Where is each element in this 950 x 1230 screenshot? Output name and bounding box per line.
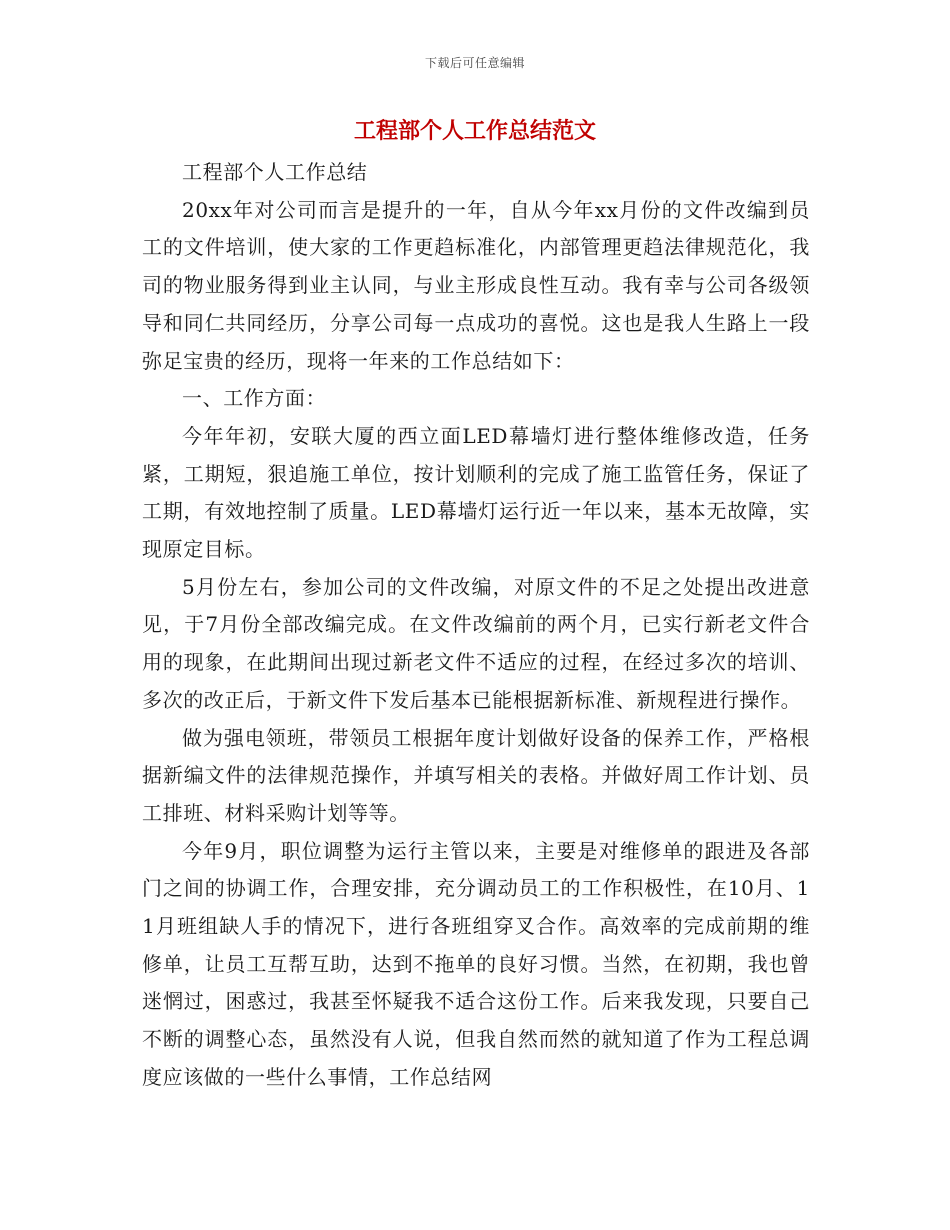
section-heading: 工程部个人工作总结 (182, 160, 368, 184)
paragraph-supervisor: 今年9月，职位调整为运行主管以来，主要是对维修单的跟进及各部门之间的协调工作，合理安排，充分调动员工的工作积极性，在10月、11月班组缺人手的情况下，进行各班组穿叉合作。高效率的完成前期的维修单，让员工互帮互助，达到不拖单的良好习惯。当然，在初期，我也曾迷惘过，困惑过，我甚至怀疑我不适合这份工作。后来我发现，只要自己不断的调整心态，虽然没有人说，但我自然而然的就知道了作为工程总调度应该做的一些什么事情，工作总结网 (142, 838, 810, 1089)
document-body (142, 154, 810, 1097)
paragraph-foreman: 做为强电领班，带领员工根据年度计划做好设备的保养工作，严格根据新编文件的法律规范操作，并填写相关的表格。并做好周工作计划、员工排班、材料采购计划等等。 (142, 725, 810, 825)
subsection-heading: 一、工作方面： (182, 386, 327, 411)
paragraph-revision: 5月份左右，参加公司的文件改编，对原文件的不足之处提出改进意见，于7月份全部改编完成。在文件改编前的两个月，已实行新老文件合用的现象，在此期间出现过新老文件不适应的过程，在经过多次的培训、多次的改正后，于新文件下发后基本已能根据新标准、新规程进行操作。 (142, 574, 810, 712)
paragraph-led: 今年年初，安联大厦的西立面LED幕墙灯进行整体维修改造，任务紧，工期短，狠追施工单位，按计划顺利的完成了施工监管任务，保证了工期，有效地控制了质量。LED幕墙灯运行近一年以来，基本无故障，实现原定目标。 (142, 423, 810, 562)
paragraph-intro: 20xx年对公司而言是提升的一年，自从今年xx月份的文件改编到员工的文件培训，使大家的工作更趋标准化，内部管理更趋法律规范化，我司的物业服务得到业主认同，与业主形成良性互动。我有幸与公司各级领导和同仁共同经历，分享公司每一点成功的喜悦。这也是我人生路上一段弥足宝贵的经历，现将一年来的工作总结如下： (142, 197, 810, 373)
download-note: 下载后可任意编辑 (424, 56, 525, 70)
document-title: 工程部个人工作总结范文 (353, 118, 596, 144)
